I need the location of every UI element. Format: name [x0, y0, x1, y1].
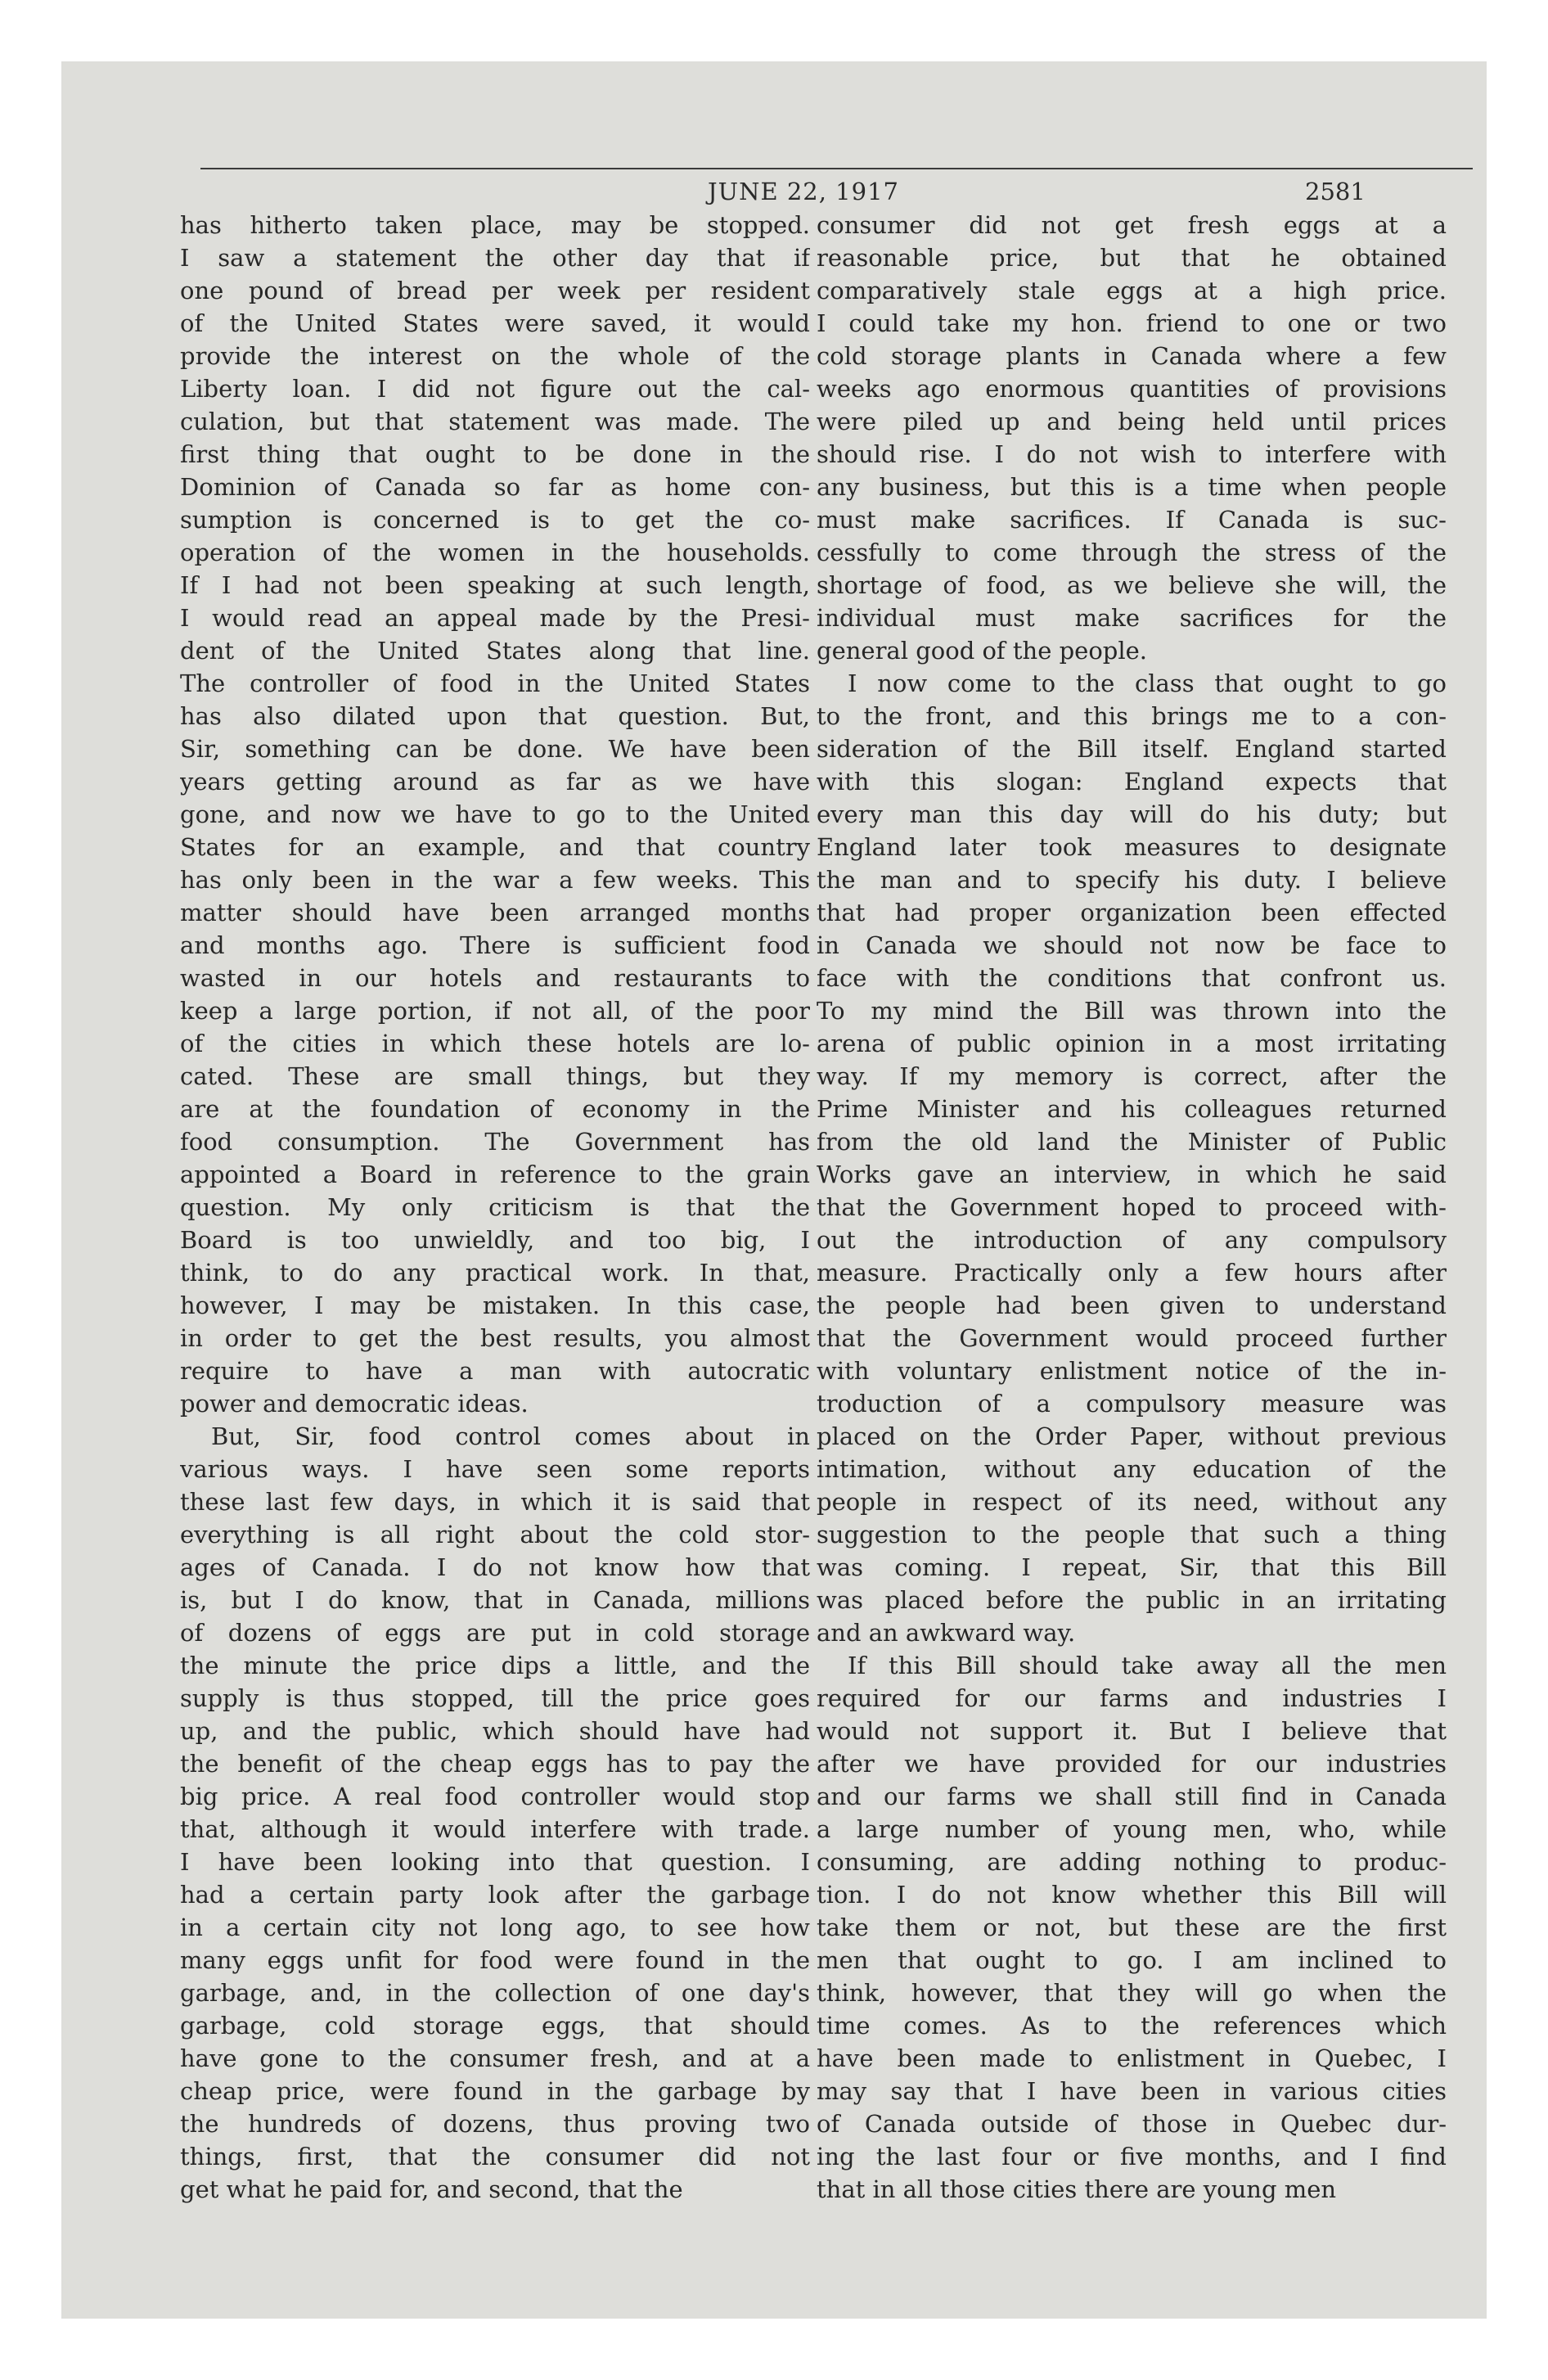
text-line: sideration of the Bill itself. England started	[817, 735, 1447, 763]
text-line: time comes. As to the references which	[817, 2012, 1447, 2040]
text-line: measure. Practically only a few hours after	[817, 1259, 1447, 1287]
text-line: any business, but this is a time when people	[817, 473, 1447, 501]
text-line: cated. These are small things, but they	[180, 1062, 810, 1090]
header-rule	[200, 168, 1473, 169]
text-line: have gone to the consumer fresh, and at a	[180, 2044, 810, 2072]
text-line: To my mind the Bill was thrown into the	[817, 997, 1447, 1025]
text-line: I would read an appeal made by the Presi-	[180, 604, 810, 632]
text-line: the benefit of the cheap eggs has to pay the	[180, 1750, 810, 1778]
text-line: these last few days, in which it is said that	[180, 1488, 810, 1516]
text-line: and months ago. There is sufficient food	[180, 931, 810, 959]
paragraph	[817, 667, 1447, 1649]
text-line: was coming. I repeat, Sir, that this Bill	[817, 1553, 1447, 1581]
text-line: cheap price, were found in the garbage by	[180, 2077, 810, 2105]
text-line: Board is too unwieldly, and too big, I	[180, 1226, 810, 1254]
text-line: wasted in our hotels and restaurants to	[180, 964, 810, 992]
text-line: arena of public opinion in a most irritating	[817, 1030, 1447, 1057]
text-line: years getting around as far as we have	[180, 768, 810, 796]
page-header	[61, 119, 1487, 205]
text-line: question. My only criticism is that the	[180, 1193, 810, 1221]
right-column	[817, 209, 1447, 2206]
text-line: in a certain city not long ago, to see how	[180, 1913, 810, 1941]
text-line: If this Bill should take away all the men	[848, 1652, 1447, 1679]
text-line: But, Sir, food control comes about in	[211, 1422, 810, 1450]
text-line: that had proper organization been effected	[817, 899, 1447, 926]
text-line: placed on the Order Paper, without previous	[817, 1422, 1447, 1450]
text-line: operation of the women in the households.	[180, 539, 810, 566]
text-line: one pound of bread per week per resident	[180, 277, 810, 304]
text-line: of the cities in which these hotels are lo-	[180, 1030, 810, 1057]
text-line: that the Government would proceed further	[817, 1324, 1447, 1352]
text-line: have been made to enlistment in Quebec, I	[817, 2044, 1447, 2072]
text-line: had a certain party look after the garbage	[180, 1881, 810, 1909]
text-line: has only been in the war a few weeks. This	[180, 866, 810, 894]
text-line: weeks ago enormous quantities of provisions	[817, 375, 1447, 403]
text-line: that in all those cities there are young men	[817, 2175, 1337, 2203]
text-line: individual must make sacrifices for the	[817, 604, 1447, 632]
paragraph	[180, 1420, 810, 2206]
text-line: of Canada outside of those in Quebec dur-	[817, 2110, 1447, 2138]
text-line: first thing that ought to be done in the	[180, 440, 810, 468]
text-line: face with the conditions that confront us.	[817, 964, 1447, 992]
text-line: food consumption. The Government has	[180, 1128, 810, 1156]
text-line: the man and to specify his duty. I believe	[817, 866, 1447, 894]
text-line: think, however, that they will go when the	[817, 1979, 1447, 2007]
text-line: many eggs unfit for food were found in the	[180, 1946, 810, 1974]
text-line: things, first, that the consumer did not	[180, 2143, 810, 2170]
text-line: men that ought to go. I am inclined to	[817, 1946, 1447, 1974]
text-line: various ways. I have seen some reports	[180, 1455, 810, 1483]
text-line: troduction of a compulsory measure was	[817, 1390, 1447, 1418]
text-line: has also dilated upon that question. But,	[180, 702, 810, 730]
text-line: Prime Minister and his colleagues returned	[817, 1095, 1447, 1123]
text-line: culation, but that statement was made. The	[180, 408, 810, 435]
text-line: intimation, without any education of the	[817, 1455, 1447, 1483]
left-column	[180, 209, 810, 2206]
text-line: cold storage plants in Canada where a few	[817, 342, 1447, 370]
text-line: the hundreds of dozens, thus proving two	[180, 2110, 810, 2138]
text-line: big price. A real food controller would stop	[180, 1783, 810, 1810]
text-line: take them or not, but these are the first	[817, 1913, 1447, 1941]
text-line: ages of Canada. I do not know how that	[180, 1553, 810, 1581]
text-line: that the Government hoped to proceed with-	[817, 1193, 1447, 1221]
text-line: up, and the public, which should have had	[180, 1717, 810, 1745]
text-line: are at the foundation of economy in the	[180, 1095, 810, 1123]
text-line: would not support it. But I believe that	[817, 1717, 1447, 1745]
text-line: general good of the people.	[817, 637, 1148, 665]
text-line: supply is thus stopped, till the price goes	[180, 1684, 810, 1712]
text-line: I have been looking into that question. I	[180, 1848, 810, 1876]
text-line: the minute the price dips a little, and the	[180, 1652, 810, 1679]
text-line: of dozens of eggs are put in cold storage	[180, 1619, 810, 1647]
text-line: people in respect of its need, without any	[817, 1488, 1447, 1516]
text-line: Dominion of Canada so far as home con-	[180, 473, 810, 501]
text-line: a large number of young men, who, while	[817, 1815, 1447, 1843]
paragraph	[817, 209, 1447, 667]
text-line: provide the interest on the whole of the	[180, 342, 810, 370]
text-line: think, to do any practical work. In that,	[180, 1259, 810, 1287]
text-line: is, but I do know, that in Canada, millions	[180, 1586, 810, 1614]
text-line: and an awkward way.	[817, 1619, 1076, 1647]
text-line: the people had been given to understand	[817, 1291, 1447, 1319]
text-line: should rise. I do not wish to interfere with	[817, 440, 1447, 468]
page-number: 2581	[1305, 178, 1366, 205]
text-line: England later took measures to designate	[817, 833, 1447, 861]
text-line: suggestion to the people that such a thing	[817, 1521, 1447, 1548]
text-line: dent of the United States along that line.	[180, 637, 810, 665]
text-line: States for an example, and that country	[180, 833, 810, 861]
text-line: comparatively stale eggs at a high price.	[817, 277, 1447, 304]
text-line: garbage, cold storage eggs, that should	[180, 2012, 810, 2040]
text-line: that, although it would interfere with trade.	[180, 1815, 810, 1843]
text-line: shortage of food, as we believe she will, the	[817, 571, 1447, 599]
text-line: out the introduction of any compulsory	[817, 1226, 1447, 1254]
paragraph	[817, 1649, 1447, 2206]
text-line: require to have a man with autocratic	[180, 1357, 810, 1385]
text-line: everything is all right about the cold stor-	[180, 1521, 810, 1548]
text-line: gone, and now we have to go to the United	[180, 800, 810, 828]
text-line: were piled up and being held until prices	[817, 408, 1447, 435]
text-line: in Canada we should not now be face to	[817, 931, 1447, 959]
text-line: The controller of food in the United States	[180, 669, 810, 697]
text-line: tion. I do not know whether this Bill will	[817, 1881, 1447, 1909]
text-line: I could take my hon. friend to one or two	[817, 309, 1447, 337]
text-line: garbage, and, in the collection of one day's	[180, 1979, 810, 2007]
text-line: get what he paid for, and second, that the	[180, 2175, 683, 2203]
text-line: I now come to the class that ought to go	[848, 669, 1447, 697]
text-line: appointed a Board in reference to the grain	[180, 1161, 810, 1188]
text-line: power and democratic ideas.	[180, 1390, 529, 1418]
text-line: consumer did not get fresh eggs at a	[817, 211, 1447, 239]
text-line: every man this day will do his duty; but	[817, 800, 1447, 828]
text-line: with voluntary enlistment notice of the in-	[817, 1357, 1447, 1385]
text-line: Sir, something can be done. We have been	[180, 735, 810, 763]
text-line: sumption is concerned is to get the co-	[180, 506, 810, 534]
text-line: was placed before the public in an irritating	[817, 1586, 1447, 1614]
text-line: keep a large portion, if not all, of the poor	[180, 997, 810, 1025]
text-line: from the old land the Minister of Public	[817, 1128, 1447, 1156]
text-line: ing the last four or five months, and I find	[817, 2143, 1447, 2170]
text-line: may say that I have been in various cities	[817, 2077, 1447, 2105]
page-date: JUNE 22, 1917	[708, 178, 899, 205]
text-line: must make sacrifices. If Canada is suc-	[817, 506, 1447, 534]
text-line: after we have provided for our industries	[817, 1750, 1447, 1778]
text-line: in order to get the best results, you almost	[180, 1324, 810, 1352]
text-line: with this slogan: England expects that	[817, 768, 1447, 796]
text-line: reasonable price, but that he obtained	[817, 244, 1447, 272]
text-line: I saw a statement the other day that if	[180, 244, 810, 272]
text-line: to the front, and this brings me to a con-	[817, 702, 1447, 730]
text-line: cessfully to come through the stress of the	[817, 539, 1447, 566]
text-line: however, I may be mistaken. In this case,	[180, 1291, 810, 1319]
text-line: Works gave an interview, in which he said	[817, 1161, 1447, 1188]
text-line: way. If my memory is correct, after the	[817, 1062, 1447, 1090]
text-line: required for our farms and industries I	[817, 1684, 1447, 1712]
paragraph	[180, 209, 810, 1420]
text-line: and our farms we shall still find in Canada	[817, 1783, 1447, 1810]
text-line: matter should have been arranged months	[180, 899, 810, 926]
scanned-page	[61, 61, 1487, 2319]
text-line: If I had not been speaking at such length,	[180, 571, 810, 599]
text-line: has hitherto taken place, may be stopped.	[180, 211, 810, 239]
text-line: of the United States were saved, it would	[180, 309, 810, 337]
text-line: consuming, are adding nothing to produc-	[817, 1848, 1447, 1876]
text-line: Liberty loan. I did not figure out the cal-	[180, 375, 810, 403]
